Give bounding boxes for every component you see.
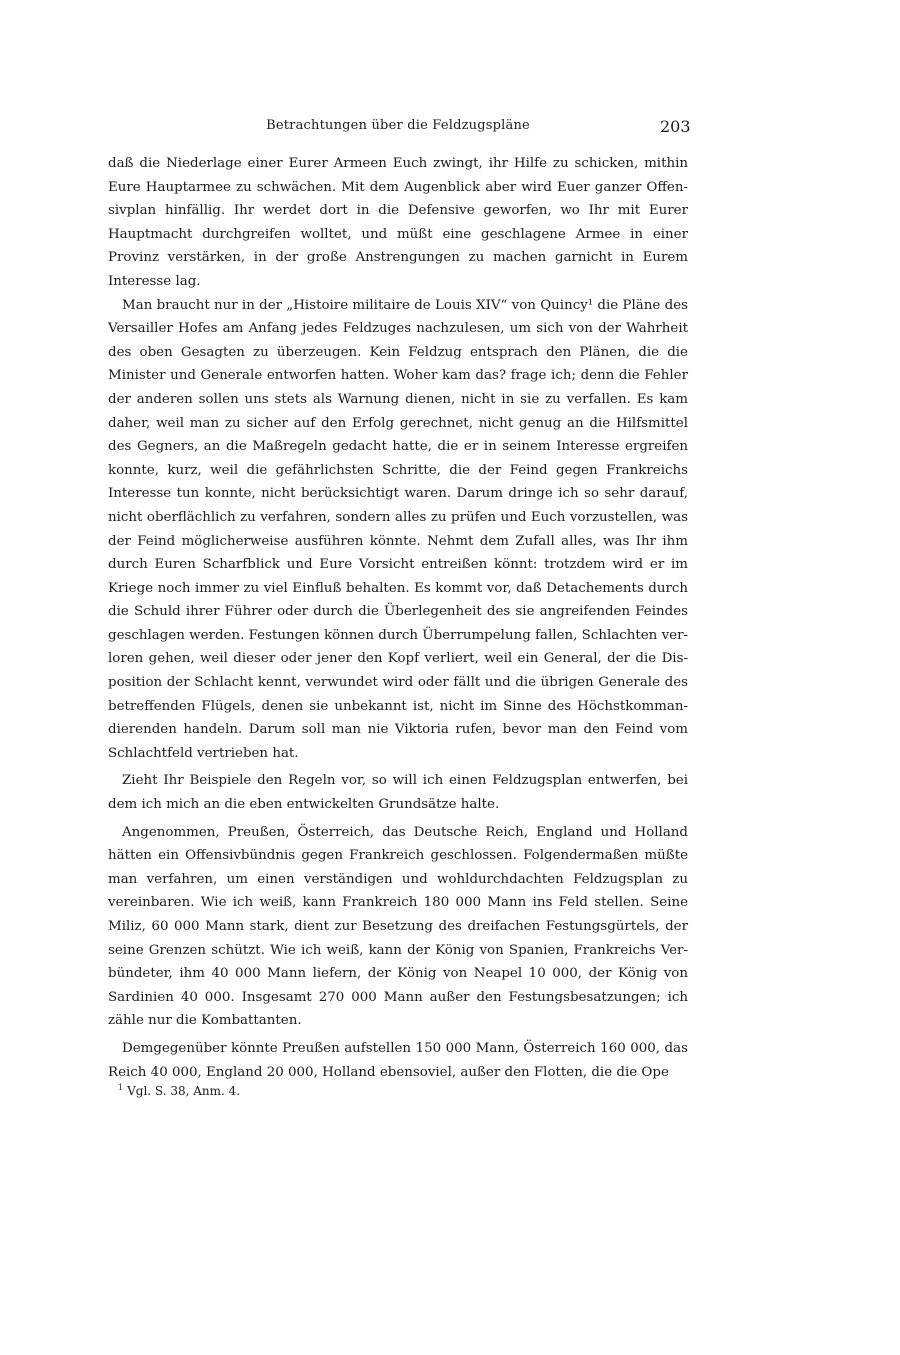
paragraph: Man braucht nur in der „Histoire militaire de Louis XIV“ von Quincy¹ die Pläne des Versailler Hofes am Anfang jedes Feldzuges nachzulesen, um sich von der Wahrheit des oben Gesagten zu überzeugen. Kein Feldzug entsprach den Plänen, die die Minister und Generale entworfen hatten. Woher kam das? frage ich; denn die Fehler der anderen sollen uns stets als Warnung dienen, nicht in sie zu verfallen. Es kam daher, weil man zu sicher auf den Erfolg gerechnet, nicht genug an die Hilfsmittel des Gegners, an die Maßregeln gedacht hatte, die er in seinem Interesse ergreifen konnte, kurz, weil die gefährlichsten Schritte, die der Feind gegen Frankreichs Interesse tun konnte, nicht berücksichtigt waren. Darum dringe ich so sehr darauf, nicht oberflächlich zu verfahren, sondern alles zu prüfen und Euch vorzustellen, was der Feind möglicherweise ausführen könnte. Nehmt dem Zufall alles, was Ihr ihm durch Euren Scharfblick und Eure Vorsicht entreißen könnt: trotzdem wird er im Kriege noch immer zu viel Einfluß behalten. Es kommt vor, daß Detachements durch die Schuld ihrer Führer oder durch die Überlegenheit des sie angreifenden Feindes geschlagen werden. Festungen können durch Überrumpelung fallen, Schlachten verloren gehen, weil dieser oder jener den Kopf verliert, weil ein General, der die Disposition der Schlacht kennt, verwundet wird oder fällt und die übrigen Generale des betreffenden Flügels, denen sie unbekannt ist, nicht im Sinne des Höchstkommandierenden handeln. Darum soll man nie Viktoria rufen, bevor man den Feind vom Schlachtfeld vertrieben hat. [108,297,688,761]
paragraph: Demgegenüber könnte Preußen aufstellen 150 000 Mann, Österreich 160 000, das Reich 40 000, England 20 000, Holland ebensoviel, außer den Flotten, die die Ope [108,1040,688,1080]
paragraph: daß die Niederlage einer Eurer Armeen Euch zwingt, ihr Hilfe zu schicken, mithin Eure Hauptarmee zu schwächen. Mit dem Augenblick aber wird Euer ganzer Offensivplan hinfällig. Ihr werdet dort in die Defensive geworfen, wo Ihr mit Eurer Hauptmacht durchgreifen wolltet, und müßt eine geschlagene Armee in einer Provinz verstärken, in der große Anstrengungen zu machen garnicht in Eurem Interesse lag. [108,156,688,289]
paragraph: Zieht Ihr Beispiele den Regeln vor, so will ich einen Feldzugsplan entwerfen, bei dem ich mich an die eben entwickelten Grundsätze halte. [108,773,688,813]
paragraph: Angenommen, Preußen, Österreich, das Deutsche Reich, England und Holland hätten ein Offensivbündnis gegen Frankreich geschlossen. Folgendermaßen müßte man verfahren, um einen verständigen und wohldurchdachten Feldzugsplan zu vereinbaren. Wie ich weiß, kann Frankreich 180 000 Mann ins Feld stellen. Seine Miliz, 60 000 Mann stark, dient zur Besetzung des dreifachen Festungsgürtels, der seine Grenzen schützt. Wie ich weiß, kann der König von Spanien, Frankreichs Verbündeter, ihm 40 000 Mann liefern, der König von Neapel 10 000, der König von Sardinien 40 000. Insgesamt 270 000 Mann außer den Festungsbesatzungen; ich zähle nur die Kombattanten. [108,824,688,1029]
footnote-text: Vgl. S. 38, Anm. 4. [127,1084,241,1098]
footnote [118,1083,240,1098]
page-number: 203 [660,117,691,136]
footnote-marker: 1 [118,1083,124,1092]
running-head: Betrachtungen über die Feldzugspläne [266,118,530,133]
body-text [108,152,688,1084]
